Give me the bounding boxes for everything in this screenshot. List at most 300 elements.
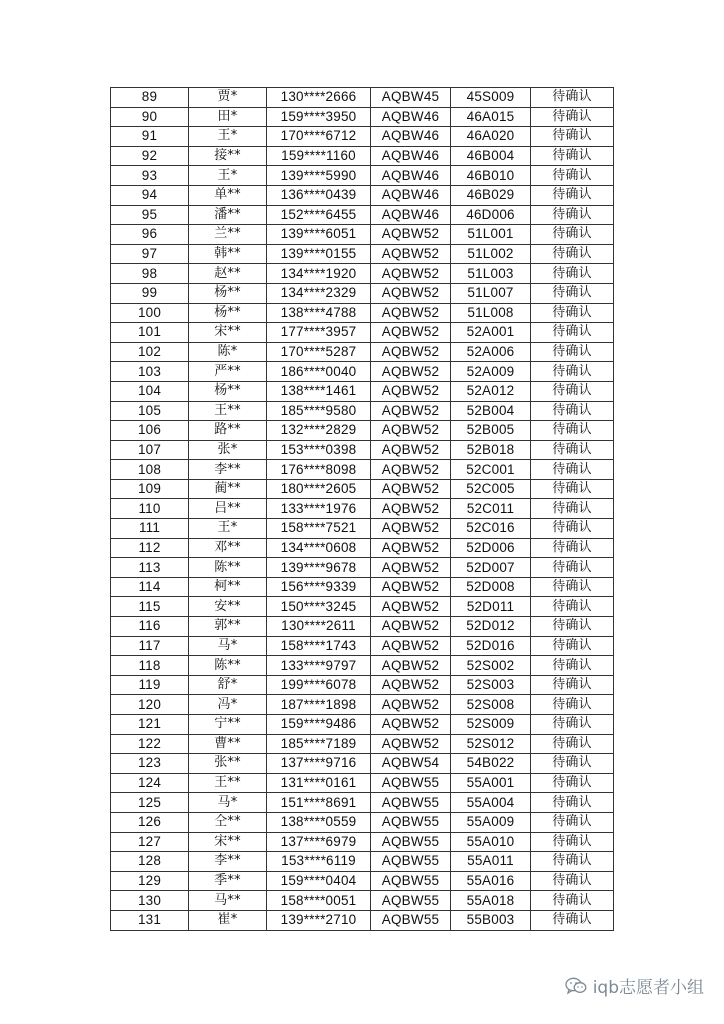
cell-status: 待确认 [531, 460, 614, 480]
cell-status: 待确认 [531, 538, 614, 558]
cell-code: 52D011 [451, 597, 531, 617]
cell-index: 113 [111, 558, 189, 578]
cell-index: 108 [111, 460, 189, 480]
cell-status: 待确认 [531, 401, 614, 421]
cell-code: 52S002 [451, 656, 531, 676]
cell-status: 待确认 [531, 812, 614, 832]
table-row [111, 401, 614, 421]
table-row [111, 793, 614, 813]
cell-name: 兰** [189, 225, 267, 245]
cell-phone: 152****6455 [267, 205, 371, 225]
table-row [111, 519, 614, 539]
cell-group: AQBW52 [371, 440, 451, 460]
cell-phone: 130****2666 [267, 88, 371, 108]
cell-status: 待确认 [531, 185, 614, 205]
cell-index: 126 [111, 812, 189, 832]
cell-phone: 139****2710 [267, 910, 371, 930]
cell-phone: 185****9580 [267, 401, 371, 421]
cell-group: AQBW46 [371, 166, 451, 186]
cell-index: 123 [111, 754, 189, 774]
table-row [111, 656, 614, 676]
cell-phone: 159****9486 [267, 715, 371, 735]
cell-index: 105 [111, 401, 189, 421]
cell-name: 崔* [189, 910, 267, 930]
cell-phone: 186****0040 [267, 362, 371, 382]
cell-phone: 138****4788 [267, 303, 371, 323]
cell-name: 路** [189, 421, 267, 441]
cell-status: 待确认 [531, 421, 614, 441]
cell-phone: 134****0608 [267, 538, 371, 558]
cell-index: 95 [111, 205, 189, 225]
cell-code: 46A015 [451, 107, 531, 127]
cell-status: 待确认 [531, 499, 614, 519]
cell-phone: 134****2329 [267, 283, 371, 303]
cell-code: 55A011 [451, 852, 531, 872]
cell-name: 蔺** [189, 479, 267, 499]
cell-status: 待确认 [531, 225, 614, 245]
cell-code: 55A001 [451, 773, 531, 793]
volunteer-table-container [110, 87, 613, 931]
cell-code: 51L008 [451, 303, 531, 323]
cell-phone: 159****3950 [267, 107, 371, 127]
cell-status: 待确认 [531, 852, 614, 872]
cell-status: 待确认 [531, 519, 614, 539]
cell-index: 99 [111, 283, 189, 303]
cell-group: AQBW46 [371, 205, 451, 225]
cell-name: 邓** [189, 538, 267, 558]
table-row [111, 244, 614, 264]
table-row [111, 421, 614, 441]
cell-group: AQBW52 [371, 460, 451, 480]
table-row [111, 323, 614, 343]
cell-phone: 170****6712 [267, 127, 371, 147]
wechat-icon [565, 977, 587, 995]
cell-index: 100 [111, 303, 189, 323]
table-row [111, 381, 614, 401]
table-row [111, 715, 614, 735]
cell-index: 106 [111, 421, 189, 441]
cell-phone: 180****2605 [267, 479, 371, 499]
cell-name: 王** [189, 401, 267, 421]
cell-name: 陈** [189, 558, 267, 578]
cell-status: 待确认 [531, 577, 614, 597]
cell-index: 103 [111, 362, 189, 382]
cell-name: 马** [189, 891, 267, 911]
watermark [565, 973, 704, 998]
cell-status: 待确认 [531, 636, 614, 656]
cell-code: 52D006 [451, 538, 531, 558]
cell-group: AQBW52 [371, 656, 451, 676]
cell-name: 季** [189, 871, 267, 891]
cell-name: 赵** [189, 264, 267, 284]
cell-index: 110 [111, 499, 189, 519]
cell-group: AQBW46 [371, 146, 451, 166]
cell-index: 125 [111, 793, 189, 813]
table-row [111, 871, 614, 891]
table-row [111, 577, 614, 597]
cell-phone: 177****3957 [267, 323, 371, 343]
table-row [111, 558, 614, 578]
cell-index: 102 [111, 342, 189, 362]
cell-code: 46A020 [451, 127, 531, 147]
cell-index: 118 [111, 656, 189, 676]
cell-index: 111 [111, 519, 189, 539]
cell-status: 待确认 [531, 871, 614, 891]
cell-phone: 137****9716 [267, 754, 371, 774]
table-row [111, 362, 614, 382]
cell-phone: 134****1920 [267, 264, 371, 284]
cell-status: 待确认 [531, 342, 614, 362]
cell-code: 55A018 [451, 891, 531, 911]
cell-phone: 131****0161 [267, 773, 371, 793]
cell-group: AQBW55 [371, 773, 451, 793]
table-row [111, 283, 614, 303]
cell-group: AQBW55 [371, 852, 451, 872]
cell-code: 52A001 [451, 323, 531, 343]
table-row [111, 185, 614, 205]
cell-status: 待确认 [531, 832, 614, 852]
cell-group: AQBW52 [371, 538, 451, 558]
cell-name: 柯** [189, 577, 267, 597]
cell-phone: 139****6051 [267, 225, 371, 245]
cell-code: 52A006 [451, 342, 531, 362]
cell-index: 90 [111, 107, 189, 127]
cell-index: 114 [111, 577, 189, 597]
cell-index: 124 [111, 773, 189, 793]
cell-name: 吕** [189, 499, 267, 519]
table-row [111, 342, 614, 362]
cell-status: 待确认 [531, 479, 614, 499]
cell-name: 接** [189, 146, 267, 166]
cell-name: 杨** [189, 283, 267, 303]
table-row [111, 734, 614, 754]
cell-name: 韩** [189, 244, 267, 264]
table-row [111, 910, 614, 930]
cell-group: AQBW52 [371, 479, 451, 499]
cell-name: 单** [189, 185, 267, 205]
cell-phone: 136****0439 [267, 185, 371, 205]
cell-group: AQBW52 [371, 636, 451, 656]
cell-group: AQBW55 [371, 793, 451, 813]
cell-status: 待确认 [531, 303, 614, 323]
cell-code: 52C011 [451, 499, 531, 519]
cell-code: 52S009 [451, 715, 531, 735]
table-row [111, 440, 614, 460]
cell-phone: 139****9678 [267, 558, 371, 578]
cell-name: 李** [189, 852, 267, 872]
table-row [111, 264, 614, 284]
cell-group: AQBW55 [371, 891, 451, 911]
cell-status: 待确认 [531, 362, 614, 382]
cell-group: AQBW46 [371, 127, 451, 147]
cell-status: 待确认 [531, 244, 614, 264]
cell-index: 127 [111, 832, 189, 852]
cell-index: 128 [111, 852, 189, 872]
cell-phone: 139****5990 [267, 166, 371, 186]
table-row [111, 754, 614, 774]
cell-status: 待确认 [531, 695, 614, 715]
cell-group: AQBW52 [371, 283, 451, 303]
cell-group: AQBW46 [371, 107, 451, 127]
cell-code: 52C016 [451, 519, 531, 539]
cell-phone: 130****2611 [267, 617, 371, 637]
table-row [111, 303, 614, 323]
cell-group: AQBW52 [371, 597, 451, 617]
cell-name: 张* [189, 440, 267, 460]
cell-group: AQBW52 [371, 381, 451, 401]
cell-code: 52B018 [451, 440, 531, 460]
cell-phone: 133****9797 [267, 656, 371, 676]
cell-phone: 137****6979 [267, 832, 371, 852]
cell-group: AQBW54 [371, 754, 451, 774]
cell-phone: 156****9339 [267, 577, 371, 597]
cell-index: 93 [111, 166, 189, 186]
cell-group: AQBW55 [371, 871, 451, 891]
cell-phone: 199****6078 [267, 675, 371, 695]
cell-code: 55A010 [451, 832, 531, 852]
cell-status: 待确认 [531, 734, 614, 754]
cell-status: 待确认 [531, 264, 614, 284]
cell-code: 52S012 [451, 734, 531, 754]
cell-name: 杨** [189, 303, 267, 323]
table-row [111, 773, 614, 793]
cell-name: 杨** [189, 381, 267, 401]
cell-name: 王* [189, 166, 267, 186]
table-row [111, 695, 614, 715]
cell-status: 待确认 [531, 146, 614, 166]
cell-group: AQBW55 [371, 812, 451, 832]
cell-name: 马* [189, 793, 267, 813]
table-row [111, 460, 614, 480]
cell-index: 129 [111, 871, 189, 891]
table-row [111, 479, 614, 499]
cell-index: 131 [111, 910, 189, 930]
cell-group: AQBW52 [371, 577, 451, 597]
cell-group: AQBW52 [371, 342, 451, 362]
cell-name: 王* [189, 127, 267, 147]
cell-index: 94 [111, 185, 189, 205]
cell-status: 待确认 [531, 558, 614, 578]
cell-name: 冯* [189, 695, 267, 715]
cell-index: 120 [111, 695, 189, 715]
cell-code: 51L001 [451, 225, 531, 245]
cell-name: 马* [189, 636, 267, 656]
cell-phone: 158****1743 [267, 636, 371, 656]
cell-group: AQBW52 [371, 244, 451, 264]
cell-name: 王* [189, 519, 267, 539]
cell-group: AQBW52 [371, 715, 451, 735]
cell-code: 52D016 [451, 636, 531, 656]
cell-code: 46B004 [451, 146, 531, 166]
cell-name: 陈** [189, 656, 267, 676]
cell-code: 52D007 [451, 558, 531, 578]
cell-group: AQBW52 [371, 225, 451, 245]
cell-name: 张** [189, 754, 267, 774]
cell-group: AQBW52 [371, 303, 451, 323]
cell-index: 101 [111, 323, 189, 343]
cell-code: 52C005 [451, 479, 531, 499]
cell-index: 104 [111, 381, 189, 401]
cell-index: 97 [111, 244, 189, 264]
cell-status: 待确认 [531, 715, 614, 735]
cell-group: AQBW45 [371, 88, 451, 108]
table-row [111, 225, 614, 245]
cell-name: 安** [189, 597, 267, 617]
cell-phone: 133****1976 [267, 499, 371, 519]
cell-group: AQBW52 [371, 264, 451, 284]
table-row [111, 675, 614, 695]
cell-group: AQBW52 [371, 675, 451, 695]
table-row [111, 617, 614, 637]
cell-name: 仝** [189, 812, 267, 832]
cell-index: 98 [111, 264, 189, 284]
cell-code: 51L007 [451, 283, 531, 303]
cell-code: 52C001 [451, 460, 531, 480]
table-row [111, 146, 614, 166]
cell-code: 52S003 [451, 675, 531, 695]
cell-group: AQBW52 [371, 617, 451, 637]
cell-status: 待确认 [531, 910, 614, 930]
cell-index: 122 [111, 734, 189, 754]
cell-name: 舒* [189, 675, 267, 695]
cell-group: AQBW52 [371, 401, 451, 421]
cell-code: 52A012 [451, 381, 531, 401]
cell-code: 46B010 [451, 166, 531, 186]
table-body [111, 88, 614, 931]
cell-phone: 150****3245 [267, 597, 371, 617]
cell-index: 96 [111, 225, 189, 245]
cell-phone: 138****0559 [267, 812, 371, 832]
cell-status: 待确认 [531, 773, 614, 793]
cell-name: 宁** [189, 715, 267, 735]
cell-name: 王** [189, 773, 267, 793]
cell-phone: 132****2829 [267, 421, 371, 441]
table-row [111, 205, 614, 225]
cell-name: 宋** [189, 323, 267, 343]
table-row [111, 812, 614, 832]
table-row [111, 127, 614, 147]
cell-code: 45S009 [451, 88, 531, 108]
cell-status: 待确认 [531, 656, 614, 676]
cell-name: 严** [189, 362, 267, 382]
cell-code: 54B022 [451, 754, 531, 774]
cell-status: 待确认 [531, 166, 614, 186]
cell-code: 52D008 [451, 577, 531, 597]
cell-name: 陈* [189, 342, 267, 362]
cell-phone: 153****0398 [267, 440, 371, 460]
cell-status: 待确认 [531, 107, 614, 127]
cell-status: 待确认 [531, 127, 614, 147]
cell-group: AQBW52 [371, 558, 451, 578]
cell-name: 郭** [189, 617, 267, 637]
cell-phone: 138****1461 [267, 381, 371, 401]
cell-index: 112 [111, 538, 189, 558]
cell-phone: 187****1898 [267, 695, 371, 715]
cell-code: 46D006 [451, 205, 531, 225]
cell-code: 55A009 [451, 812, 531, 832]
cell-status: 待确认 [531, 440, 614, 460]
cell-code: 55A016 [451, 871, 531, 891]
cell-index: 89 [111, 88, 189, 108]
cell-status: 待确认 [531, 793, 614, 813]
cell-index: 92 [111, 146, 189, 166]
cell-phone: 159****1160 [267, 146, 371, 166]
cell-status: 待确认 [531, 205, 614, 225]
cell-status: 待确认 [531, 754, 614, 774]
table-row [111, 852, 614, 872]
cell-group: AQBW46 [371, 185, 451, 205]
cell-code: 52B004 [451, 401, 531, 421]
cell-index: 115 [111, 597, 189, 617]
cell-code: 52S008 [451, 695, 531, 715]
table-row [111, 891, 614, 911]
cell-code: 52A009 [451, 362, 531, 382]
cell-group: AQBW52 [371, 499, 451, 519]
cell-code: 52B005 [451, 421, 531, 441]
cell-code: 46B029 [451, 185, 531, 205]
cell-phone: 153****6119 [267, 852, 371, 872]
cell-status: 待确认 [531, 283, 614, 303]
table-row [111, 832, 614, 852]
cell-phone: 159****0404 [267, 871, 371, 891]
cell-name: 田* [189, 107, 267, 127]
cell-code: 55A004 [451, 793, 531, 813]
cell-phone: 158****0051 [267, 891, 371, 911]
cell-name: 贾* [189, 88, 267, 108]
cell-group: AQBW52 [371, 734, 451, 754]
cell-name: 宋** [189, 832, 267, 852]
cell-phone: 158****7521 [267, 519, 371, 539]
cell-group: AQBW52 [371, 695, 451, 715]
cell-name: 潘** [189, 205, 267, 225]
cell-group: AQBW52 [371, 323, 451, 343]
cell-status: 待确认 [531, 675, 614, 695]
cell-index: 119 [111, 675, 189, 695]
cell-group: AQBW52 [371, 362, 451, 382]
cell-status: 待确认 [531, 323, 614, 343]
volunteer-table [110, 87, 614, 931]
cell-phone: 170****5287 [267, 342, 371, 362]
cell-phone: 139****0155 [267, 244, 371, 264]
watermark-text: iqb志愿者小组 [592, 978, 704, 998]
cell-index: 109 [111, 479, 189, 499]
cell-index: 121 [111, 715, 189, 735]
table-row [111, 88, 614, 108]
cell-index: 117 [111, 636, 189, 656]
cell-status: 待确认 [531, 88, 614, 108]
cell-code: 51L003 [451, 264, 531, 284]
cell-phone: 151****8691 [267, 793, 371, 813]
cell-phone: 176****8098 [267, 460, 371, 480]
cell-index: 107 [111, 440, 189, 460]
cell-group: AQBW55 [371, 832, 451, 852]
cell-group: AQBW55 [371, 910, 451, 930]
cell-status: 待确认 [531, 597, 614, 617]
table-row [111, 107, 614, 127]
table-row [111, 636, 614, 656]
cell-status: 待确认 [531, 381, 614, 401]
table-row [111, 538, 614, 558]
cell-index: 116 [111, 617, 189, 637]
cell-index: 130 [111, 891, 189, 911]
cell-status: 待确认 [531, 617, 614, 637]
cell-index: 91 [111, 127, 189, 147]
cell-group: AQBW52 [371, 421, 451, 441]
cell-code: 55B003 [451, 910, 531, 930]
table-row [111, 499, 614, 519]
table-row [111, 166, 614, 186]
cell-phone: 185****7189 [267, 734, 371, 754]
